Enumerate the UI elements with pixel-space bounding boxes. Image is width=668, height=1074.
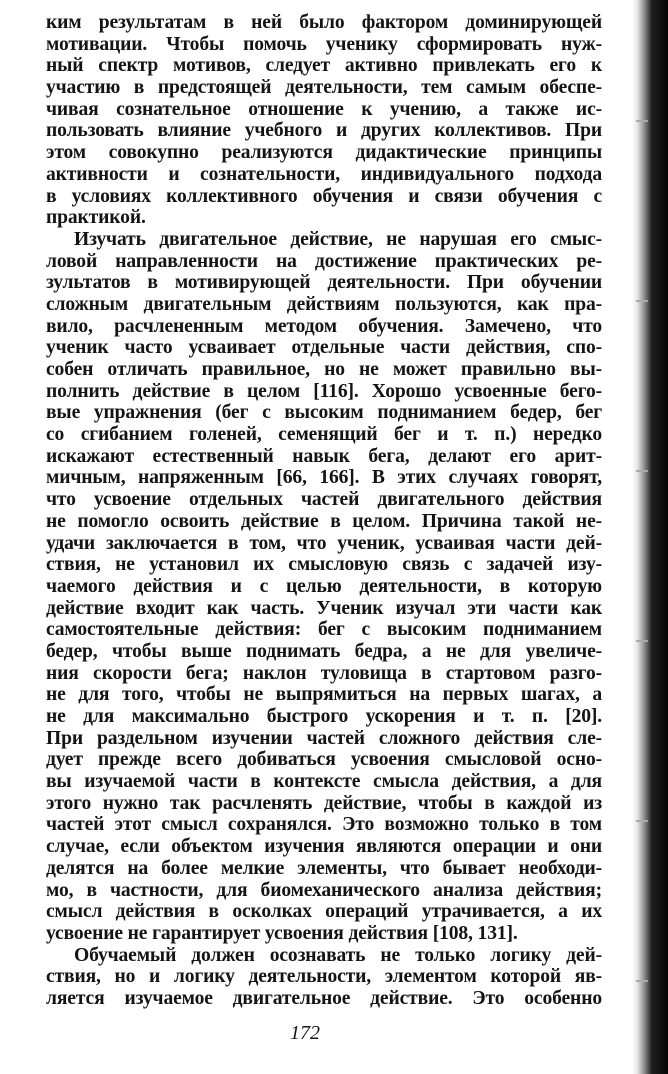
mixed-line xyxy=(46,272,602,294)
text-line: При раздельном изучении частей сложного действия сле- xyxy=(46,727,602,749)
edge-mark xyxy=(636,470,648,472)
edge-mark xyxy=(636,640,648,642)
emphasized-line: ловой направленности на достижение практических ре- xyxy=(46,250,602,272)
emphasized-line: Изучать двигательное действие, не нарушая его смыс- xyxy=(74,228,602,250)
page-text xyxy=(46,12,602,1010)
edge-mark xyxy=(636,820,648,822)
text-line: участию в предстоящей деятельности, тем самым обеспе- xyxy=(46,77,602,99)
text-line: делятся на более мелкие элементы, что бывает необходи- xyxy=(46,857,602,879)
text-line: бедер, чтобы выше поднимать бедра, а не для увеличе- xyxy=(46,640,602,662)
text-line: дует прежде всего добиваться усвоения смысловой осно- xyxy=(46,749,602,771)
text-line: ученик часто усваивает отдельные части действия, спо- xyxy=(46,337,602,359)
text-line: мотивации. Чтобы помочь ученику сформировать нуж- xyxy=(46,33,602,55)
text-line: мо, в частности, для биомеханического анализа действия; xyxy=(46,879,602,901)
text-line: вые упражнения (бег с высоким подниманием бедер, бег xyxy=(46,402,602,424)
text-line: ствия, не установил их смысловую связь с задачей изу- xyxy=(46,554,602,576)
text-line: случае, если объектом изучения являются операции и они xyxy=(46,836,602,858)
text-line: действие входит как часть. Ученик изучал эти части как xyxy=(46,597,602,619)
text-line: чивая сознательное отношение к учению, а также ис- xyxy=(46,98,602,120)
edge-mark xyxy=(636,980,648,982)
text-line: ствия, но и логику деятельности, элементом которой яв- xyxy=(46,966,602,988)
text-line: смысл действия в осколках операций утрачивается, а их xyxy=(46,901,602,923)
emphasized-phrase: зультатов в мотивирующей деятельности. xyxy=(46,272,450,294)
text-line: что усвоение отдельных частей двигательного действия xyxy=(46,489,602,511)
text-line: ким результатам в ней было фактором доминирующей xyxy=(46,12,602,33)
edge-mark xyxy=(636,120,648,122)
text-line: самостоятельные действия: бег с высоким подниманием xyxy=(46,619,602,641)
text-line: частей этот смысл сохранялся. Это возможно только в том xyxy=(46,814,602,836)
text-line: ляется изучаемое двигательное действие. Это особенно xyxy=(46,987,602,1009)
page-number: 172 xyxy=(290,1022,320,1044)
text-line: не помогло освоить действие в целом. Причина такой не- xyxy=(46,510,602,532)
edge-mark xyxy=(636,300,648,302)
text-line: удачи заключается в том, что ученик, усваивая части дей- xyxy=(46,532,602,554)
text-line: этого нужно так расчленять действие, чтобы в каждой из xyxy=(46,792,602,814)
text-line: активности и сознательности, индивидуального подхода xyxy=(46,163,602,185)
binding-shadow xyxy=(632,0,668,1074)
text-line: со сгибанием голеней, семенящий бег и т. п.) нередко xyxy=(46,424,602,446)
text-line: пользовать влияние учебного и других коллективов. При xyxy=(46,120,602,142)
text-line: в условиях коллективного обучения и связи обучения с xyxy=(46,185,602,207)
text-line: вы изучаемой части в контексте смысла действия, а для xyxy=(46,771,602,793)
text-line: вило, расчлененным методом обучения. Замечено, что xyxy=(46,315,602,337)
text-line: искажают естественный навык бега, делают его арит- xyxy=(46,445,602,467)
text-line: ния скорости бега; наклон туловища в стартовом разго- xyxy=(46,662,602,684)
line-continuation: При обучении xyxy=(449,272,602,294)
text-line: Обучаемый должен осознавать не только логику дей- xyxy=(74,944,602,966)
text-line: мичным, напряженным [66, 166]. В этих случаях говорят, xyxy=(46,467,602,489)
text-line: полнить действие в целом [116]. Хорошо усвоенные бего- xyxy=(46,380,602,402)
text-line: собен отличать правильное, но не может правильно вы- xyxy=(46,359,602,380)
text-line: усвоение не гарантирует усвоения действия [108, 131]. xyxy=(46,922,518,944)
text-line: не для максимально быстрого ускорения и т. п. [20]. xyxy=(46,706,602,727)
text-line: ный спектр мотивов, следует активно привлекать его к xyxy=(46,55,602,77)
text-line: этом совокупно реализуются дидактические принципы xyxy=(46,142,602,164)
text-line: практикой. xyxy=(46,207,146,229)
text-line: не для того, чтобы не выпрямиться на первых шагах, а xyxy=(46,684,602,706)
text-line: сложным двигательным действиям пользуются, как пра- xyxy=(46,293,602,315)
text-line: чаемого действия и с целью деятельности, в которую xyxy=(46,575,602,597)
